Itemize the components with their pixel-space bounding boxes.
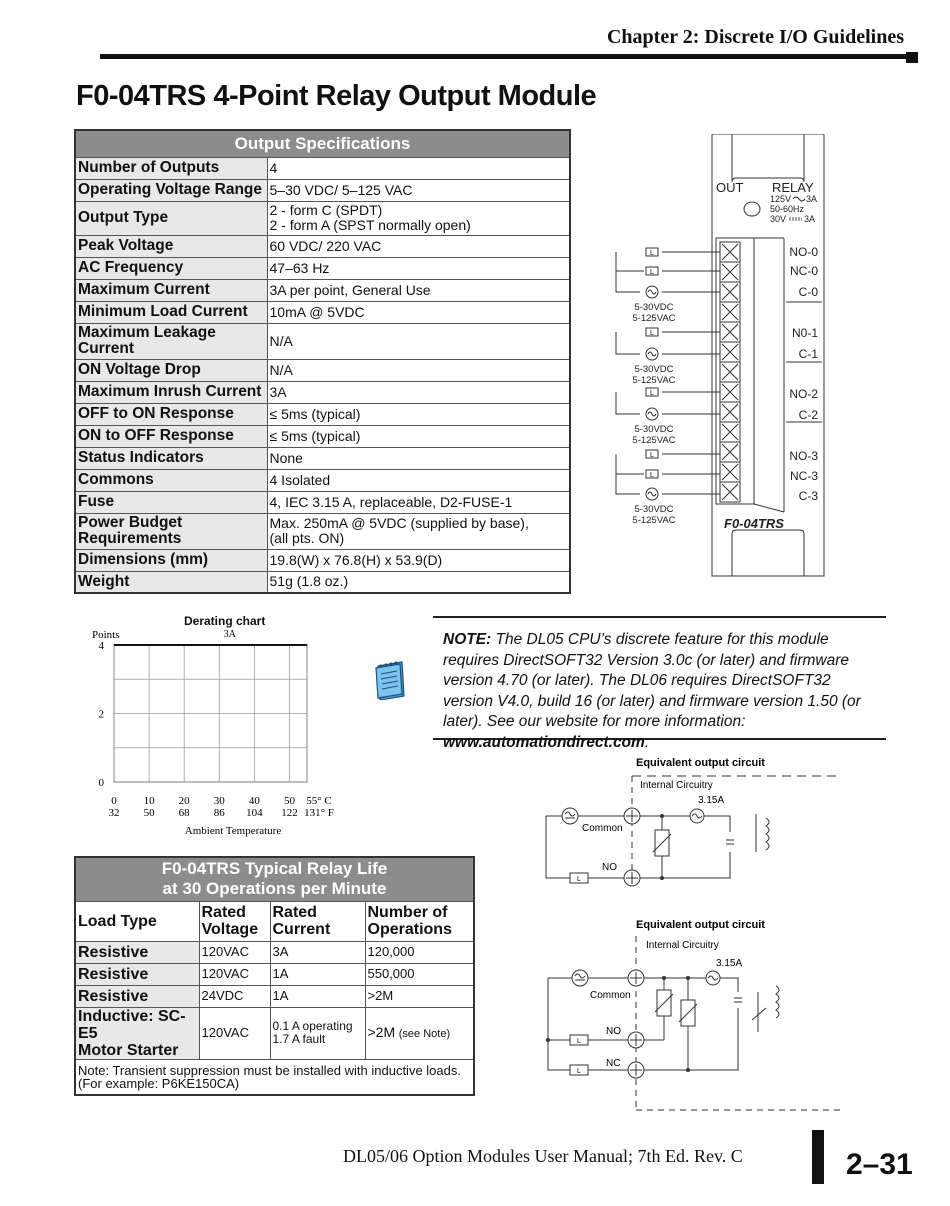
svg-text:NC-0: NC-0 xyxy=(789,264,818,278)
spec-label: Operating Voltage Range xyxy=(75,179,267,201)
x-tick-label-f: 122 xyxy=(281,807,298,819)
terminal-block xyxy=(716,238,754,504)
fuse-rating: 3.15A xyxy=(698,795,725,806)
svg-text:5-30VDC: 5-30VDC xyxy=(634,364,674,375)
table-row: Resistive 24VDC 1A >2M xyxy=(75,985,474,1007)
spec-label-multiline xyxy=(75,323,267,359)
svg-text:5-125VAC: 5-125VAC xyxy=(632,313,676,324)
table-row: Resistive 120VAC 1A 550,000 xyxy=(75,963,474,985)
spec-label: Status Indicators xyxy=(75,447,267,469)
spec-label: Output Type xyxy=(75,201,267,235)
spec-value: 3A per point, General Use xyxy=(267,279,570,301)
x-tick-label-c: 30 xyxy=(213,795,225,807)
column-header-operations: Number of Operations xyxy=(365,901,474,941)
spec-value: 19.8(W) x 76.8(H) x 53.9(D) xyxy=(267,549,570,571)
column-header-rated-current: Rated Current xyxy=(270,901,365,941)
module-diagram-svg xyxy=(600,134,830,580)
relay-life-heading-line1: F0-04TRS Typical Relay Life xyxy=(161,859,388,879)
svg-text:L: L xyxy=(650,250,654,257)
relay-life-heading-line2: at 30 Operations per Minute xyxy=(162,879,387,899)
spec-label: Weight xyxy=(75,571,267,593)
x-tick-label-f: 68 xyxy=(178,807,190,819)
svg-text:5-125VAC: 5-125VAC xyxy=(632,515,676,526)
x-tick-label-f: 86 xyxy=(213,807,225,819)
page-title: F0-04TRS 4-Point Relay Output Module xyxy=(76,80,597,112)
rating-line2: 50-60Hz xyxy=(770,204,805,214)
notepad-icon xyxy=(372,658,408,705)
no-label: NO xyxy=(602,862,617,873)
svg-text:C-0: C-0 xyxy=(798,285,818,299)
column-header-load-type: Load Type xyxy=(75,901,199,941)
derating-chart-title: Derating chart xyxy=(184,614,266,628)
note-lead: NOTE: xyxy=(443,631,492,648)
spec-label: Dimensions (mm) xyxy=(75,549,267,571)
y-axis-label: Points xyxy=(92,629,120,641)
fuse-rating: 3.15A xyxy=(716,958,743,969)
footer-manual-title: DL05/06 Option Modules User Manual; 7th Ed. Rev. C xyxy=(343,1146,743,1166)
relay-life-note: Note: Transient suppression must be installed with inductive loads. (For example: P6KE150CA) xyxy=(75,1059,474,1095)
note-text xyxy=(443,630,883,753)
note-box xyxy=(433,616,886,751)
common-label: Common xyxy=(590,990,631,1001)
spec-label: Maximum Current xyxy=(75,279,267,301)
spec-label: Commons xyxy=(75,469,267,491)
x-tick-label-c: 55° C xyxy=(306,795,332,807)
equivalent-output-circuit-2 xyxy=(540,912,840,1117)
spec-value: 10mA @ 5VDC xyxy=(267,301,570,323)
common-label: Common xyxy=(582,823,623,834)
svg-text:L: L xyxy=(650,390,654,397)
terminal-labels xyxy=(789,245,818,503)
spec-value: ≤ 5ms (typical) xyxy=(267,425,570,447)
rating-line1: 125V xyxy=(770,194,792,204)
spec-label-line2: Current xyxy=(78,340,134,357)
spec-table-heading: Output Specifications xyxy=(75,130,570,157)
svg-text:3A: 3A xyxy=(804,214,816,224)
svg-text:N0-1: N0-1 xyxy=(791,326,818,340)
relay-life-table xyxy=(74,856,475,1096)
header-square xyxy=(906,52,918,63)
spec-value: N/A xyxy=(267,359,570,381)
svg-text:NO-2: NO-2 xyxy=(789,387,818,401)
spec-value: ≤ 5ms (typical) xyxy=(267,403,570,425)
module-top-tab xyxy=(732,134,804,182)
module-wiring-diagram xyxy=(600,134,830,585)
svg-text:5-125VAC: 5-125VAC xyxy=(632,435,676,446)
terminal-separators xyxy=(786,302,822,422)
relay-life-heading xyxy=(75,857,474,901)
x-tick-label-c: 10 xyxy=(143,795,155,807)
circuit-title: Equivalent output circuit xyxy=(636,757,765,769)
svg-text:L: L xyxy=(650,330,654,337)
svg-text:NO-0: NO-0 xyxy=(789,245,818,259)
note-end: . xyxy=(644,733,650,751)
note-url: www.automationdirect.com xyxy=(443,733,645,751)
internal-circuitry-label: Internal Circuitry xyxy=(646,940,719,951)
note-body: The DL05 CPU’s discrete feature for this module requires DirectSOFT32 Version 3.0c (or later) and firmware version 4.70 (or later). The DL06 requires DirectSOFT32 version V4.0, build 16 (or later) and firmware version 1.50 (or later). See our website for more information: xyxy=(443,631,861,730)
spec-value: N/A xyxy=(267,323,570,359)
spec-value: 60 VDC/ 220 VAC xyxy=(267,235,570,257)
nc-label: NC xyxy=(606,1058,621,1069)
x-tick-label-f: 131° F xyxy=(304,807,334,819)
column-header-rated-voltage: Rated Voltage xyxy=(199,901,270,941)
chapter-header: Chapter 2: Discrete I/O Guidelines xyxy=(606,26,904,48)
header-rule xyxy=(100,54,908,59)
spec-label-line1: Maximum Leakage xyxy=(78,324,216,341)
spec-value-multiline xyxy=(267,513,570,549)
spec-value: 5–30 VDC/ 5–125 VAC xyxy=(267,179,570,201)
svg-text:C-1: C-1 xyxy=(798,347,818,361)
no-label: NO xyxy=(606,1026,621,1037)
derating-chart-svg xyxy=(88,628,358,842)
svg-text:L: L xyxy=(650,452,654,459)
equivalent-output-circuit-1 xyxy=(540,752,840,897)
y-tick-label: 0 xyxy=(98,777,104,789)
svg-text:5-30VDC: 5-30VDC xyxy=(634,504,674,515)
status-indicator xyxy=(744,202,760,216)
spec-label: ON Voltage Drop xyxy=(75,359,267,381)
spec-label: Number of Outputs xyxy=(75,157,267,179)
spec-label-line1: Power Budget xyxy=(78,514,183,531)
spec-value-line1: 2 - form C (SPDT) xyxy=(269,202,383,218)
x-axis-label: Ambient Temperature xyxy=(184,825,282,837)
y-tick-label: 2 xyxy=(98,708,104,721)
output-specifications-table xyxy=(74,129,571,594)
table-row: Inductive: SC-E5 Motor Starter 120VAC 0.1 A operating 1.7 A fault >2M (see Note) xyxy=(75,1007,474,1059)
module-model: F0-04TRS xyxy=(724,516,784,531)
rating-line3: 30V xyxy=(770,214,787,224)
spec-label-multiline xyxy=(75,513,267,549)
spec-label: AC Frequency xyxy=(75,257,267,279)
circuit-title: Equivalent output circuit xyxy=(636,919,765,931)
svg-text:5-30VDC: 5-30VDC xyxy=(634,424,674,435)
spec-label: Peak Voltage xyxy=(75,235,267,257)
x-tick-label-f: 32 xyxy=(108,807,120,819)
table-row: Resistive 120VAC 3A 120,000 xyxy=(75,941,474,963)
svg-text:C-2: C-2 xyxy=(798,408,818,422)
internal-circuitry-label: Internal Circuitry xyxy=(640,780,713,791)
spec-value: None xyxy=(267,447,570,469)
spec-value-multiline xyxy=(267,201,570,235)
svg-text:3A: 3A xyxy=(806,194,818,204)
spec-label: Fuse xyxy=(75,491,267,513)
spec-value: 51g (1.8 oz.) xyxy=(267,571,570,593)
annotation-3a: 3A xyxy=(223,629,236,640)
x-tick-label-c: 50 xyxy=(283,795,295,807)
svg-text:C-3: C-3 xyxy=(798,489,818,503)
spec-label: Minimum Load Current xyxy=(75,301,267,323)
svg-text:NC-3: NC-3 xyxy=(789,469,818,483)
x-tick-label-f: 104 xyxy=(246,807,263,819)
svg-text:L: L xyxy=(650,472,654,479)
spec-value-line2: (all pts. ON) xyxy=(269,530,345,546)
spec-value: 4 Isolated xyxy=(267,469,570,491)
module-bottom-tab xyxy=(732,530,804,576)
x-tick-label-c: 40 xyxy=(248,795,260,807)
spec-value: 4 xyxy=(267,157,570,179)
svg-text:L: L xyxy=(650,269,654,276)
spec-value: 47–63 Hz xyxy=(267,257,570,279)
spec-label: Maximum Inrush Current xyxy=(75,381,267,403)
spec-label: ON to OFF Response xyxy=(75,425,267,447)
derating-chart xyxy=(88,628,358,847)
y-tick-label: 4 xyxy=(98,640,104,652)
page-number: 2–31 xyxy=(846,1148,913,1181)
out-label: OUT xyxy=(716,180,744,195)
spec-value: 4, IEC 3.15 A, replaceable, D2-FUSE-1 xyxy=(267,491,570,513)
relay-label: RELAY xyxy=(772,180,814,195)
load-label: L xyxy=(577,1068,581,1075)
spec-label-line2: Requirements xyxy=(78,530,182,547)
spec-value-line1: Max. 250mA @ 5VDC (supplied by base), xyxy=(269,515,529,531)
load-label: L xyxy=(577,876,581,883)
svg-text:NO-3: NO-3 xyxy=(789,449,818,463)
x-tick-label-c: 20 xyxy=(178,795,190,807)
spec-label: OFF to ON Response xyxy=(75,403,267,425)
spec-value: 3A xyxy=(267,381,570,403)
spec-value-line2: 2 - form A (SPST normally open) xyxy=(269,217,471,233)
x-tick-label-f: 50 xyxy=(143,807,155,819)
load-label: L xyxy=(577,1038,581,1045)
footer-bar xyxy=(812,1130,824,1184)
svg-text:5-125VAC: 5-125VAC xyxy=(632,375,676,386)
svg-text:5-30VDC: 5-30VDC xyxy=(634,302,674,313)
terminal-screws xyxy=(720,242,740,502)
x-tick-label-c: 0 xyxy=(111,795,117,807)
